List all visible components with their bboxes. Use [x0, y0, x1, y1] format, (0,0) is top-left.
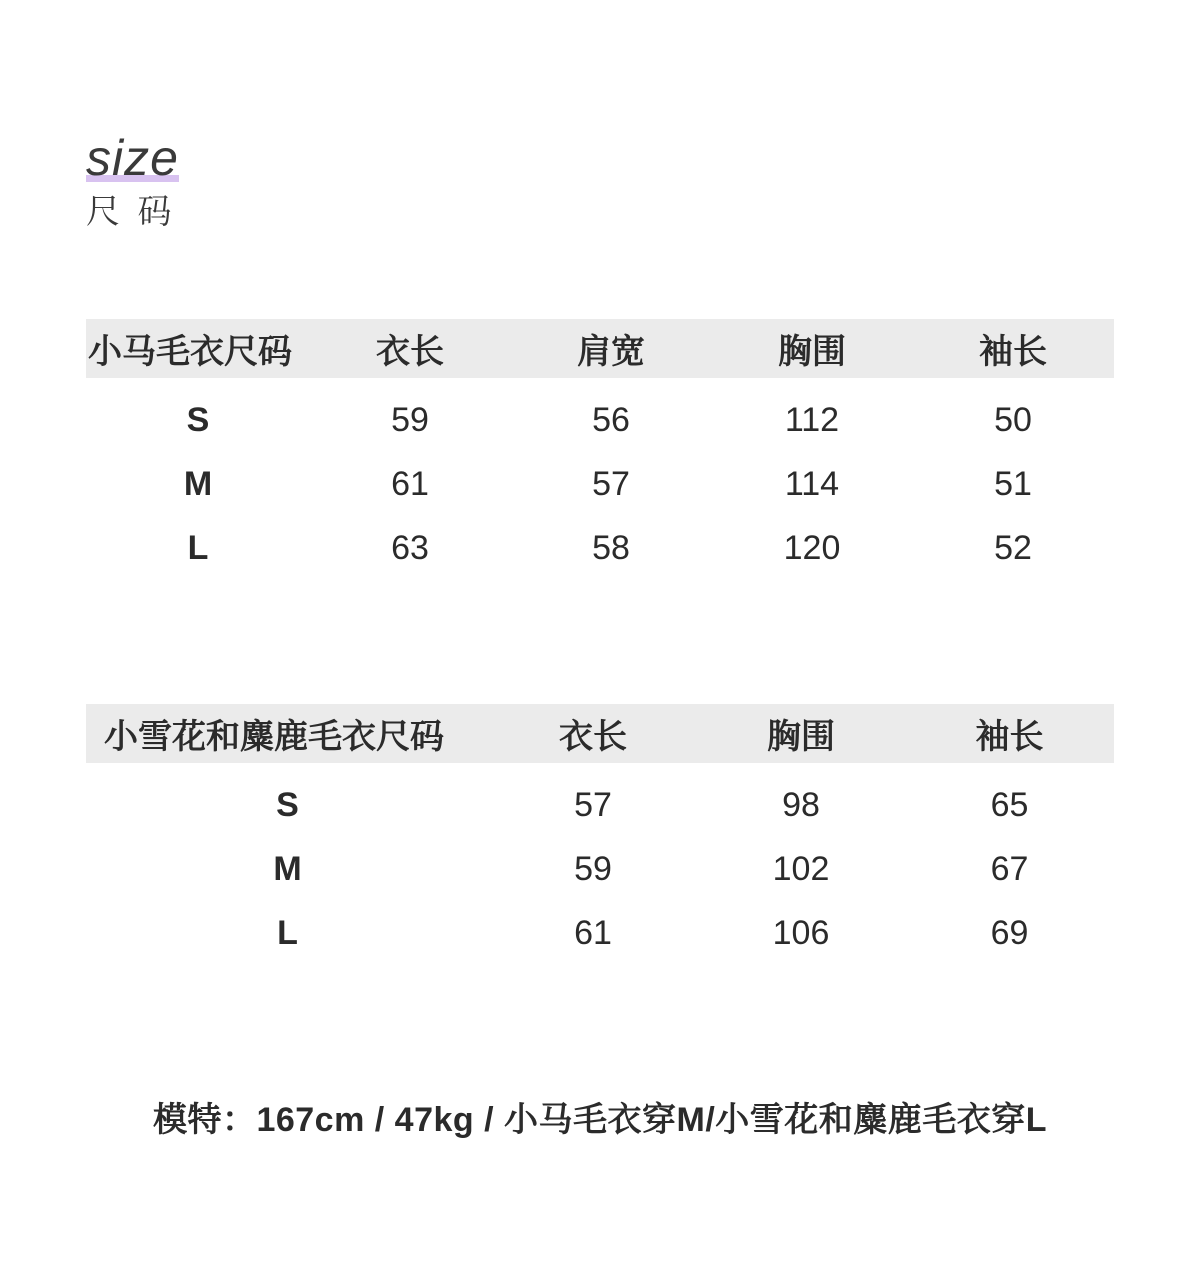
size-label: S [186, 400, 210, 439]
sleeve-value: 52 [994, 528, 1032, 567]
size-label: L [277, 913, 298, 952]
length-value: 61 [391, 464, 429, 503]
chest-value: 114 [784, 464, 840, 503]
length-value: 59 [391, 400, 429, 439]
header-sleeve: 袖长 [912, 319, 1114, 378]
header-chest: 胸围 [697, 704, 905, 763]
table-header-row [86, 704, 1114, 763]
length-value: 57 [574, 785, 612, 824]
header-shoulder: 肩宽 [510, 319, 712, 378]
model-info-note: 模特：167cm / 47kg / 小马毛衣穿M/小雪花和麋鹿毛衣穿L [152, 1101, 1048, 1139]
chest-value: 120 [783, 528, 841, 567]
sleeve-value: 50 [994, 400, 1032, 439]
table-header-row [86, 319, 1114, 378]
length-value: 61 [574, 913, 612, 952]
length-value: 63 [391, 528, 429, 567]
table-row [86, 516, 1114, 580]
header-length: 衣长 [310, 319, 510, 378]
shoulder-value: 58 [592, 528, 630, 567]
shoulder-value: 56 [592, 400, 630, 439]
heading-title-en-text: size [86, 130, 179, 186]
size-label: L [187, 528, 209, 567]
length-value: 59 [574, 849, 612, 888]
sleeve-value: 67 [990, 849, 1029, 888]
chest-value: 102 [772, 849, 830, 888]
heading-title-cn: 尺 码 [86, 193, 176, 231]
snowflake-reindeer-sweater-size-table [86, 704, 1114, 965]
header-sleeve: 袖长 [905, 704, 1114, 763]
heading-title-en [86, 128, 179, 188]
size-label: M [183, 464, 213, 503]
table-row [86, 763, 1114, 837]
table-row [86, 901, 1114, 965]
pony-sweater-size-table [86, 319, 1114, 580]
table-row [86, 837, 1114, 901]
sleeve-value: 69 [990, 913, 1029, 952]
sleeve-value: 51 [994, 464, 1032, 503]
table-row [86, 378, 1114, 452]
size-label: S [276, 785, 299, 824]
size-heading [86, 128, 179, 234]
chest-value: 98 [782, 785, 820, 824]
header-size-col: 小马毛衣尺码 [86, 319, 310, 378]
header-chest: 胸围 [712, 319, 912, 378]
chest-value: 106 [772, 913, 830, 952]
header-size-col: 小雪花和麋鹿毛衣尺码 [86, 704, 489, 763]
header-length: 衣长 [489, 704, 697, 763]
chest-value: 112 [784, 400, 840, 439]
sleeve-value: 65 [990, 785, 1029, 824]
size-label: M [273, 849, 302, 888]
shoulder-value: 57 [592, 464, 630, 503]
table-row [86, 452, 1114, 516]
